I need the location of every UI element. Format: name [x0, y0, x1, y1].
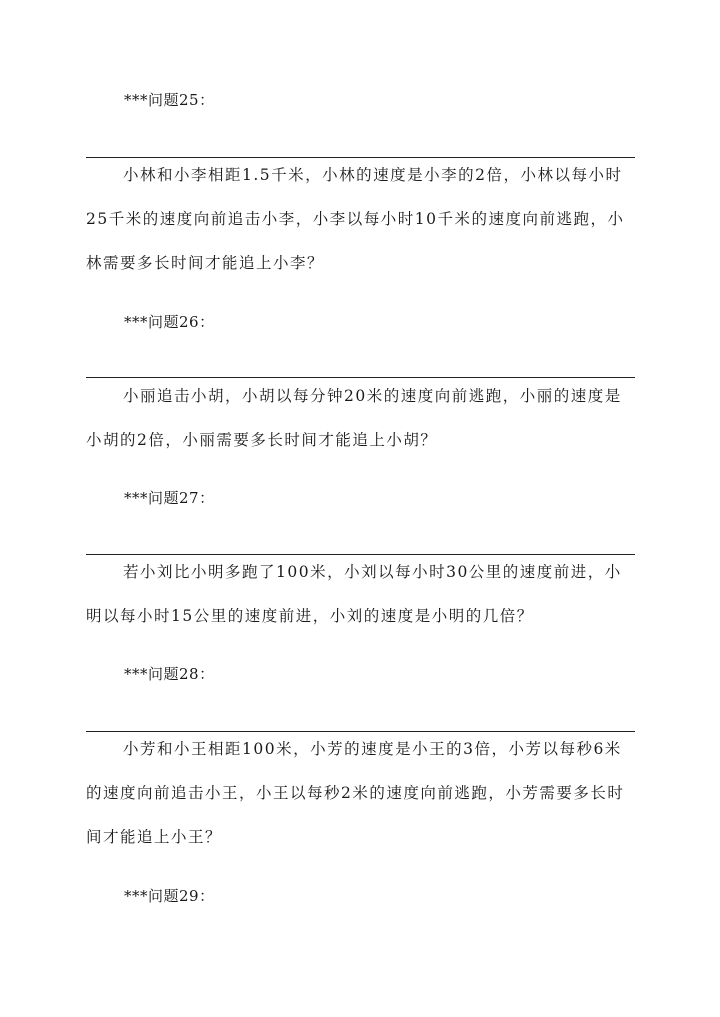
question-26-heading: ***问题26：	[124, 313, 215, 331]
question-27-text: 若小刘比小明多跑了100米，小刘以每小时30公里的速度前进，小明以每小时15公里的速度前进，小刘的速度是小明的几倍？	[86, 563, 622, 625]
question-28-text: 小芳和小王相距100米，小芳的速度是小王的3倍，小芳以每秒6米的速度向前追击小王，小王以每秒2米的速度向前逃跑，小芳需要多长时间才能追上小王？	[86, 740, 625, 846]
question-25-heading: ***问题25：	[124, 91, 215, 109]
question-28-heading: ***问题28：	[124, 665, 215, 683]
question-29-heading: ***问题29：	[124, 887, 215, 905]
question-26-text: 小丽追击小胡，小胡以每分钟20米的速度向前逃跑，小丽的速度是小胡的2倍，小丽需要多长时间才能追上小胡？	[86, 387, 622, 449]
question-27-heading: ***问题27：	[124, 489, 215, 507]
question-25-text: 小林和小李相距1.5千米，小林的速度是小李的2倍，小林以每小时25千米的速度向前追击小李，小李以每小时10千米的速度向前逃跑，小林需要多长时间才能追上小李？	[86, 166, 625, 272]
